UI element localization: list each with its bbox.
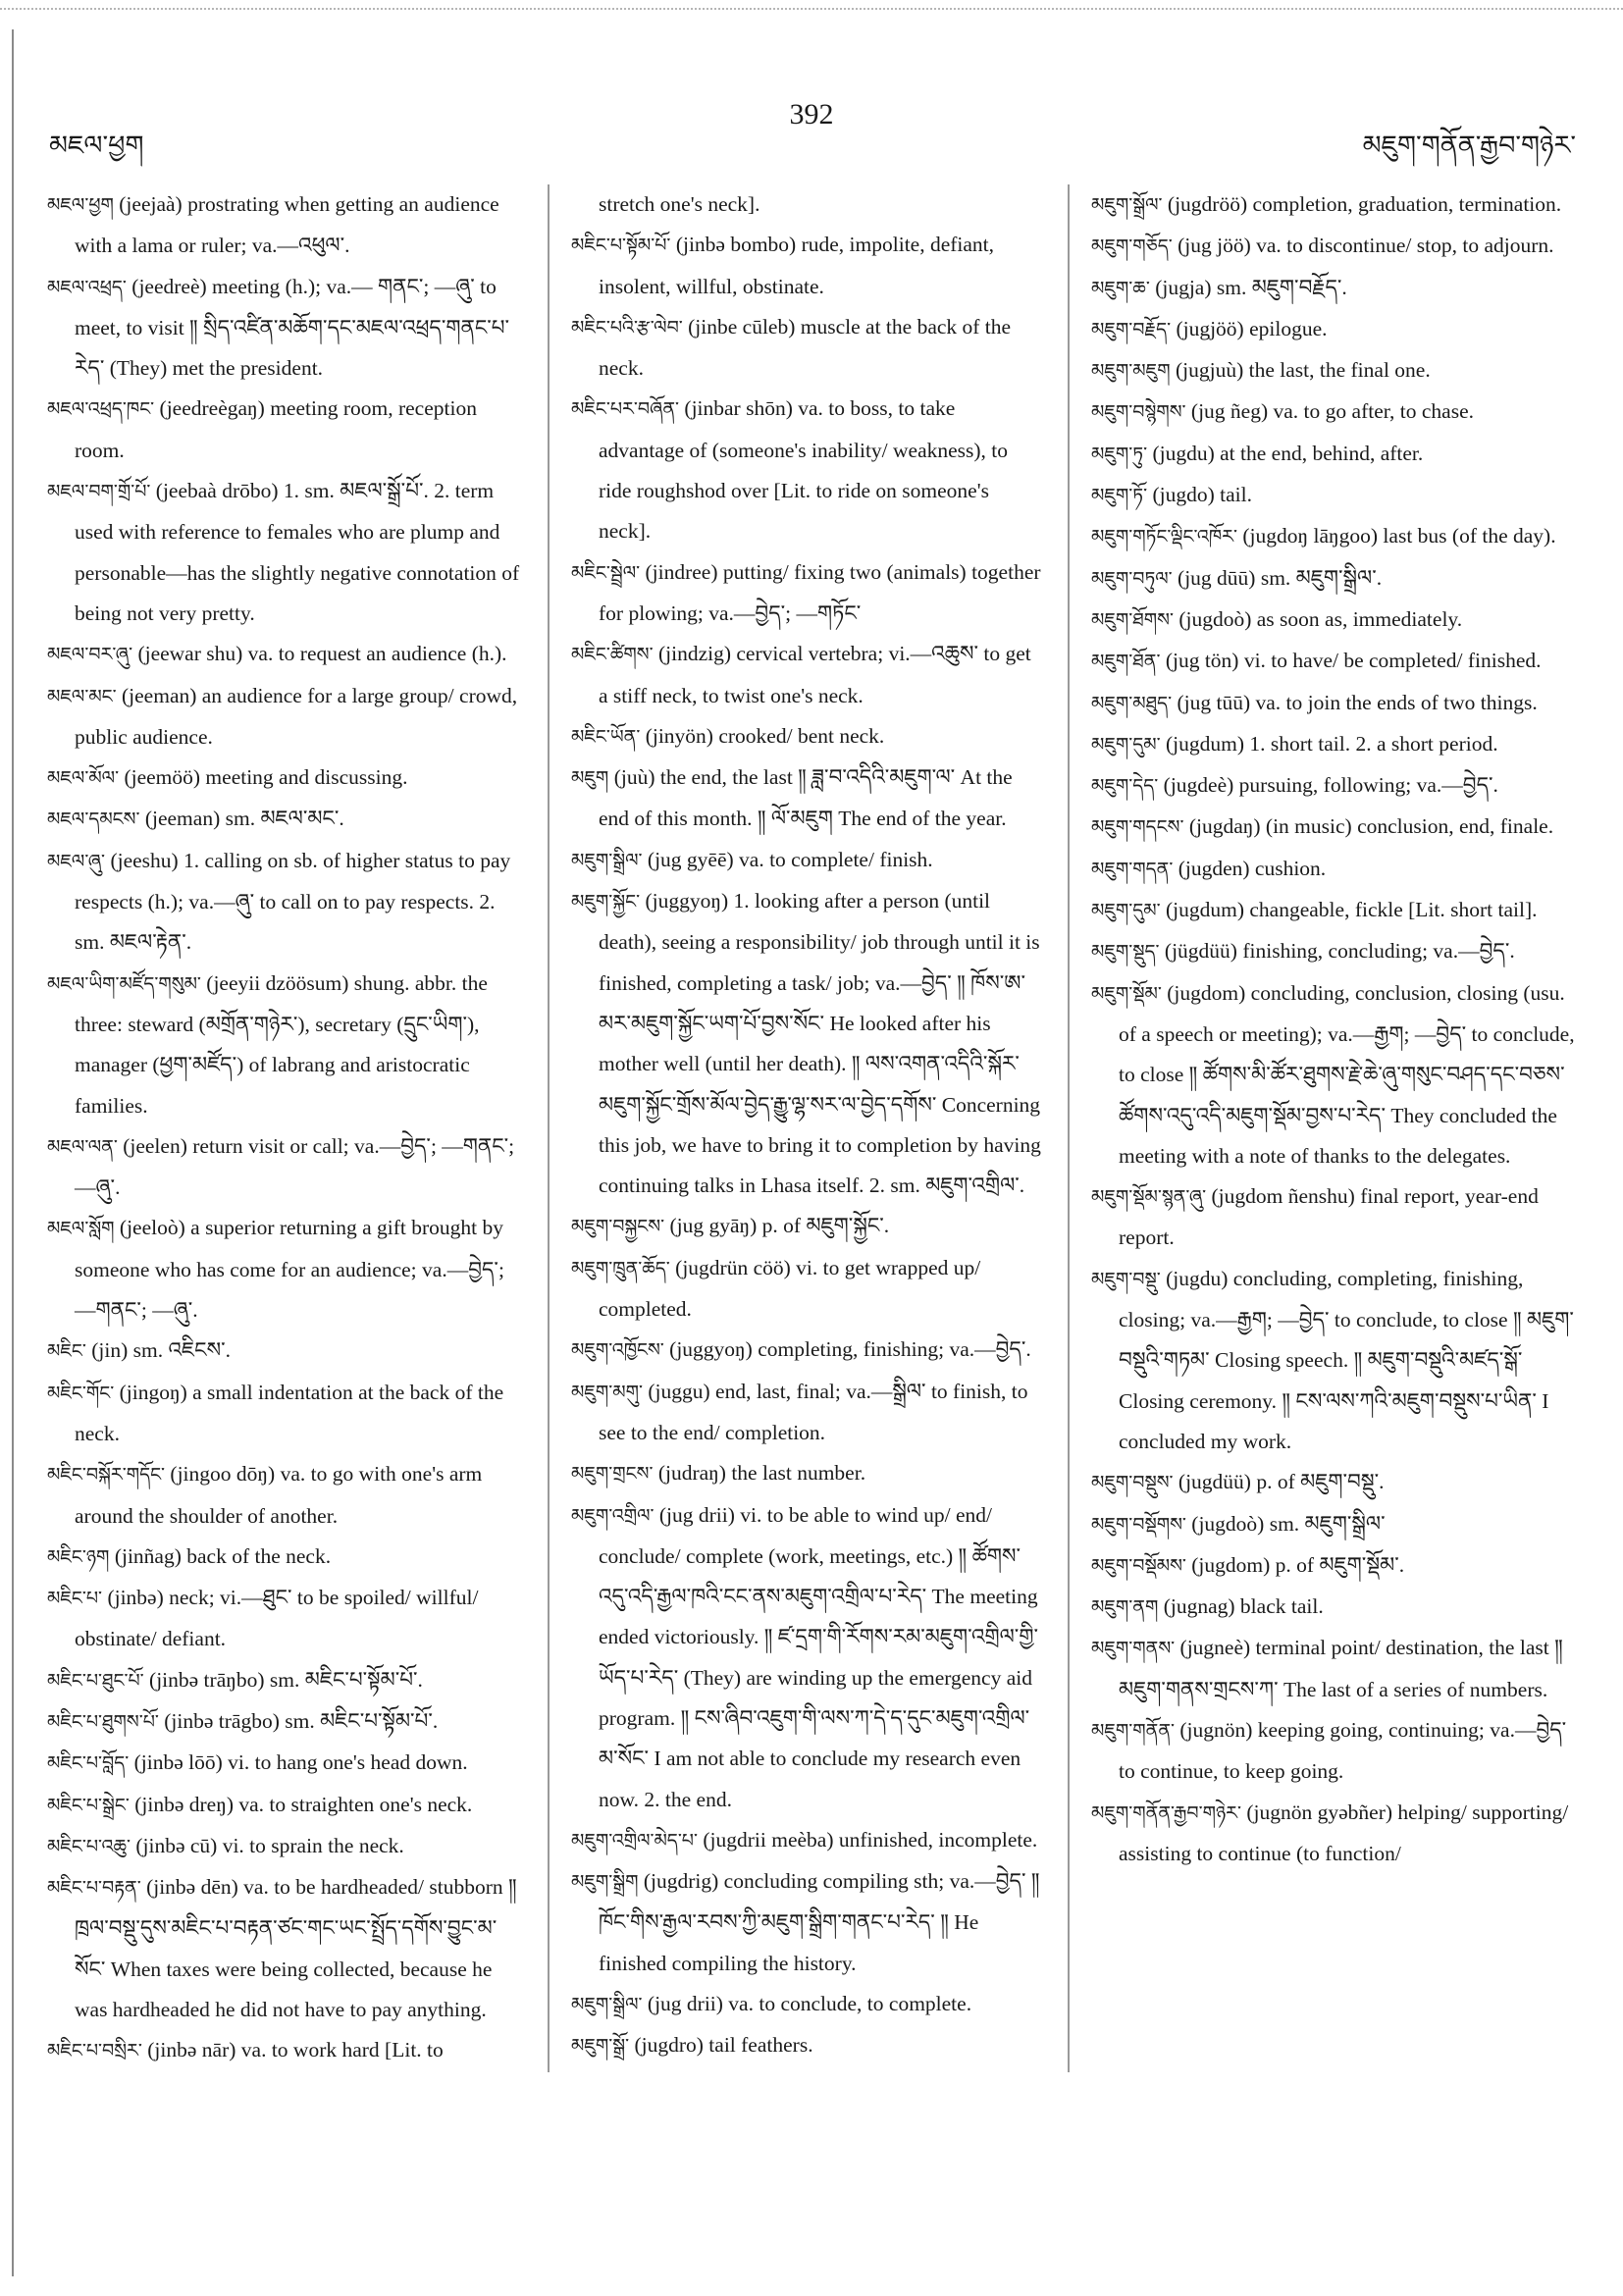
dictionary-entry [571,840,1044,881]
entry-headword: མཇིང་པ་སྒྲེང་ [47,1794,130,1816]
entry-headword: མཇིང་པ་བློད་ [47,1752,130,1775]
dictionary-entry [47,841,522,964]
entry-definition: (jeejaà) prostrating when getting an audience with a lama or ruler; va.—འཕུལ་. [75,192,499,258]
entry-definition: (jug tön) vi. to have/ be completed/ finished. [1160,649,1542,673]
dictionary-entry [1091,1259,1576,1462]
entry-headword: མཇུག་སྒྲིག [571,1871,639,1894]
entry-definition: (jug drii) va. to conclude, to complete. [642,1992,972,2016]
dictionary-entry [1091,1176,1576,1259]
entry-headword: མཇུག་བསྙེགས་ [1091,401,1186,424]
entry-definition: (jinbə dreŋ) va. to straighten one's neck. [129,1792,473,1816]
entry-headword: མཇུག་སྒྲོལ་ [1091,194,1163,216]
entry-definition: (jeedreègaŋ) meeting room, reception room. [75,396,477,462]
entry-definition: (jugdaŋ) (in music) conclusion, end, finale. [1183,814,1554,839]
dictionary-entry [47,389,522,471]
entry-headword: མཇུག་གདངས་ [1091,816,1184,839]
entry-definition: (jingoŋ) a small indentation at the back of the neck. [75,1380,504,1445]
entry-definition: (jinyön) crooked/ bent neck. [640,723,885,748]
entry-definition: (jeeman) sm. མཇལ་མང་. [139,807,344,831]
dictionary-entry [571,1820,1044,1861]
dictionary-entry [47,1331,522,1372]
entry-headword: མཇིང་པ་ [47,1588,103,1610]
entry-headword: མཇིང་ཉག [47,1545,110,1568]
entry-definition: (jugdrii meèba) unfinished, incomplete. [697,1827,1038,1852]
entry-definition: (jugdröö) completion, graduation, termination. [1162,192,1562,216]
dictionary-entry [571,307,1044,390]
entry-definition: (jinbə lōō) vi. to hang one's head down. [129,1750,468,1775]
dictionary-columns [47,184,1576,2072]
dictionary-entry [1091,1628,1576,1710]
entry-definition: (jug ñeg) va. to go after, to chase. [1185,399,1475,424]
entry-headword: མཇུག་ཐོགས་ [1091,608,1174,631]
entry-headword: མཇུག་བཏུལ་ [1091,567,1173,590]
dictionary-entry [47,1785,522,1826]
entry-headword: མཇལ་མོལ་ [47,767,120,790]
dictionary-entry [47,2030,522,2071]
dictionary-entry [1091,890,1576,931]
entry-headword: མཇུག་ཏུ་ [1091,443,1148,465]
entry-headword: མཇུག་གནོན་རྒྱབ་གཉེར་ [1091,1801,1241,1824]
entry-headword: མཇུག་སྡུད་ [1091,941,1160,964]
dictionary-entry [1091,849,1576,890]
entry-definition: (jeewar shu) va. to request an audience (h.). [132,642,507,666]
dictionary-entry [47,757,522,799]
dictionary-entry [47,1867,522,2030]
page-number: 392 [789,98,834,130]
entry-definition: (jugdo) tail. [1147,483,1252,507]
entry-headword: མཇུག་གྲངས་ [571,1463,654,1486]
entry-definition: (jugjöö) epilogue. [1171,316,1328,340]
dictionary-entry [1091,724,1576,765]
dictionary-entry [47,1826,522,1867]
entry-definition: (jeeshu) 1. calling on sb. of higher status to pay respects (h.); va.—ཞུ་ to call on to pay respects. 2. sm. མཇལ་རྟེན་. [75,848,511,955]
entry-definition: (jinbə) neck; vi.—ཐུང་ to be spoiled/ willful/ obstinate/ defiant. [75,1586,479,1651]
dictionary-entry [571,1330,1044,1371]
entry-headword: མཇུག་བསྡུ་ [1091,1268,1161,1290]
entry-headword: མཇུག་འགྲིལ་ [571,1504,654,1527]
dictionary-entry [1091,391,1576,433]
dictionary-entry [571,552,1044,635]
entry-definition: (jugnön) keeping going, continuing; va.—བྱེད་ to continue, to keep going. [1119,1717,1567,1784]
scan-top-edge [0,8,1623,10]
entry-headword: མཇལ་འཕྲད་ [47,276,127,298]
dictionary-entry [1091,807,1576,848]
entry-definition: (jügdüü) finishing, concluding; va.—བྱེད་. [1159,939,1515,964]
entry-headword: མཇུག་སྡོམ་ [1091,982,1162,1005]
entry-definition: (jugdro) tail feathers. [629,2033,813,2058]
column-2 [548,184,1068,2072]
entry-definition: (jug jöö) va. to discontinue/ stop, to adjourn. [1172,234,1554,258]
dictionary-entry [571,716,1044,757]
entry-definition: (jeeman) an audience for a large group/ crowd, public audience. [75,683,518,749]
entry-definition: (jinbə trāgbo) sm. མཇིང་པ་སྟོམ་པོ་. [158,1708,439,1733]
entry-headword: མཇལ་སློག [47,1218,115,1240]
entry-definition: (jugden) cushion. [1173,856,1327,880]
entry-headword: མཇུག་ཁྲུན་ཆོད་ [571,1257,670,1279]
dictionary-entry [571,757,1044,840]
entry-headword: མཇིང་པ་ཐུགས་པོ་ [47,1710,159,1733]
entry-headword: མཇལ་ཕྱག [47,194,114,216]
dictionary-entry [47,1208,522,1331]
entry-definition: (jugdum) 1. short tail. 2. a short period. [1160,731,1498,756]
entry-definition: (judraŋ) the last number. [653,1461,866,1486]
entry-definition: (jug tūū) va. to join the ends of two things. [1172,690,1538,714]
entry-definition: (jug gyēē) va. to complete/ finish. [642,847,933,871]
entry-headword: མཇིང་པ་སྟོམ་པོ་ [571,235,671,257]
entry-headword: མཇུག་གནོན་ [1091,1719,1176,1742]
entry-headword: མཇུག་སྒྲིལ་ [571,849,643,871]
entry-definition: (jeebaà drōbo) 1. sm. མཇལ་སྒྲོ་པོ་. 2. term used with reference to females who are plump and personable—has the slightly negative connotation of being not very pretty. [75,479,520,625]
entry-headword: མཇུག་འགྲིལ་མེད་པ་ [571,1829,698,1852]
entry-definition: stretch one's neck]. [599,192,760,216]
dictionary-entry [1091,268,1576,309]
entry-headword: མཇལ་བག་གྲོ་པོ་ [47,481,151,503]
entry-headword: མཇིང་པ་འཆུ་ [47,1835,131,1857]
entry-definition: (jugdoò) as soon as, immediately. [1173,606,1463,631]
dictionary-entry [1091,1587,1576,1628]
dictionary-entry [571,1861,1044,1984]
dictionary-entry [47,267,522,390]
dictionary-entry [1091,1504,1576,1545]
entry-headword: མཇུག་ནག [1091,1596,1159,1619]
entry-definition: (jinbə dēn) va. to be hardheaded/ stubborn ༎ ཁྲལ་བསྡུ་དུས་མཇིང་པ་བརྟན་ཙང་གང་ཡང་སྤྲོད་དགོས་བྱུང་མ་སོང་ When taxes were being collected, because he was hardheaded he did not have to pay anything. [75,1875,517,2022]
entry-definition: (jinbə bombo) rude, impolite, defiant, insolent, willful, obstinate. [599,233,995,298]
dictionary-entry [571,1372,1044,1454]
dictionary-entry [1091,1793,1576,1875]
dictionary-entry [47,634,522,675]
dictionary-entry [1091,973,1576,1176]
entry-definition: (jinbar shōn) va. to boss, to take advantage of (someone's inability/ weakness), to ride roughshod over [Lit. to ride on someone's neck]. [599,396,1009,544]
entry-headword: མཇུག་སྡོམ་སྙན་ཞུ་ [1091,1186,1207,1209]
entry-definition: (jin) sm. འཇིངས་. [85,1338,231,1363]
scan-left-edge [12,29,14,2276]
dictionary-entry [47,964,522,1126]
entry-definition: (jugnön gyəbñer) helping/ supporting/ assisting to continue (to function/ [1119,1800,1569,1865]
entry-definition: (jinbə trāŋbo) sm. མཇིང་པ་སྟོམ་པོ་. [143,1667,423,1692]
entry-definition: (jug dūū) sm. མཇུག་སྒྲིལ་. [1172,565,1383,590]
dictionary-entry [47,799,522,840]
entry-headword: མཇུག་བསྡུས་ [1091,1472,1174,1494]
entry-headword: མཇུག་ཐོན་ [1091,651,1161,673]
dictionary-entry [47,1701,522,1743]
entry-definition: (jugdum) changeable, fickle [Lit. short tail]. [1160,898,1538,922]
entry-definition: (juggu) end, last, final; va.—སྒྲིལ་ to finish, to see to the end/ completion. [599,1379,1028,1444]
entry-definition: (jugjuù) the last, the final one. [1170,358,1431,383]
entry-headword: མཇུག་བསྡོགས་ [1091,1513,1186,1536]
dictionary-entry [47,471,522,634]
dictionary-entry [47,1743,522,1784]
entry-definition: (jugja) sm. མཇུག་བརྗོད་. [1149,275,1347,299]
entry-headword: མཇུག་འཁྱོངས་ [571,1339,664,1362]
dictionary-entry [1091,226,1576,267]
dictionary-entry [47,1454,522,1537]
column-1 [47,184,548,2072]
entry-headword: མཇལ་མང་ [47,685,117,707]
entry-definition: (jindzig) cervical vertebra; vi.—འཆུས་ to get a stiff neck, to twist one's neck. [599,642,1031,707]
entry-definition: (jinbə nār) va. to work hard [Lit. to [141,2038,444,2062]
dictionary-entry [47,1537,522,1578]
entry-definition: (jeemöö) meeting and discussing. [119,765,408,790]
dictionary-entry [571,634,1044,716]
entry-definition: (jeeyii dzöösum) shung. abbr. the three: steward (མགྲོན་གཉེར་), secretary (དྲུང་ཡིག་), manager (ཕྱག་མཛོད་) of labrang and aristocratic families. [75,970,488,1118]
dictionary-entry [1091,475,1576,516]
entry-definition: (jugdom ñenshu) final report, year-end report. [1119,1184,1539,1250]
entry-headword: མཇལ་དམངས་ [47,809,140,831]
entry-headword: མཇུག་དུམ་ [1091,733,1161,756]
entry-headword: མཇུག་བརྗོད་ [1091,318,1172,340]
entry-headword: མཇིང་པའི་རྩ་ལེབ་ [571,316,683,339]
dictionary-entry [571,1206,1044,1247]
entry-headword: མཇིང་སྦྲེལ་ [571,561,641,584]
entry-headword: མཇལ་བར་ཞུ་ [47,644,133,666]
entry-headword: མཇུག་སྒྲོ་ [571,2035,630,2058]
entry-definition: (jeeloò) a superior returning a gift brought by someone who has come for an audience; va.—བྱེད་; —གནང་; —ཞུ་. [75,1216,504,1323]
entry-definition: (jugdu) at the end, behind, after. [1147,441,1424,465]
entry-headword: མཇིང་ཡོན་ [571,725,641,748]
dictionary-entry [571,1248,1044,1331]
entry-definition: (jugdoŋ lāŋgoo) last bus (of the day). [1236,524,1556,548]
entry-headword: མཇིང་བསྐོར་གདོང་ [47,1464,166,1487]
entry-headword: མཇུག་བསྡོམས་ [1091,1554,1186,1577]
entry-headword: མཇིང་པར་བཞོན་ [571,398,680,421]
entry-headword: མཇལ་ཡིག་མཛོད་གསུམ་ [47,972,201,995]
entry-headword: མཇུག་གཏོང་ལྡིང་འཁོར་ [1091,526,1237,548]
entry-definition: (jugdoò) sm. མཇུག་སྒྲིལ་ [1185,1511,1386,1536]
entry-headword: མཇུག་བསྐྱངས་ [571,1216,665,1238]
dictionary-entry [1091,1710,1576,1793]
entry-definition: (jugdrig) concluding compiling sth; va.—བྱེད་ ༎ ཁོང་གིས་རྒྱལ་རབས་ཀྱི་མཇུག་སྒྲིག་གནང་པ་རེད་ ༎ He finished compiling the history. [599,1869,1040,1975]
dictionary-entry [1091,434,1576,475]
entry-headword: མཇུག་དུམ་ [1091,900,1161,922]
entry-headword: མཇུག་ཏོ་ [1091,485,1148,507]
dictionary-entry [571,881,1044,1206]
entry-headword: མཇུག་སྐྱོང་ [571,891,641,913]
entry-headword: མཇུག་ཆ་ [1091,277,1150,299]
dictionary-entry [47,184,522,267]
entry-definition: (jugdeè) pursuing, following; va.—བྱེད་. [1158,773,1498,798]
entry-definition: (jeedreè) meeting (h.); va.— གནང་; —ཞུ་ to meet, to visit ༎ སྲིད་འཛིན་མཆོག་དང་མཇལ་འཕྲད་གནང་པ་རེད་ (They) met the president. [75,274,510,381]
entry-definition: (jugdom) concluding, conclusion, closing (usu. of a speech or meeting); va.—རྒྱག; —བྱེད་ to conclude, to close ༎ ཚོགས་མི་ཚོར་ཐུགས་རྗེ་ཆེ་ཞུ་གསུང་བཤད་དང་བཅས་ཚོགས་འདུ་འདི་མཇུག་སྡོམ་བྱས་པ་རེད་ They concluded the meeting with a note of thanks to the delegates. [1119,980,1575,1168]
entry-headword: མཇུག་དེད་ [1091,775,1159,798]
dictionary-entry [1091,516,1576,557]
dictionary-entry [1091,1545,1576,1587]
dictionary-entry [47,1126,522,1209]
entry-headword: མཇིང་པ་བསྲིར་ [47,2040,142,2062]
dictionary-entry [1091,558,1576,600]
entry-headword: མཇུག་གཅོད་ [1091,235,1173,258]
dictionary-entry [1091,350,1576,391]
dictionary-entry [47,1373,522,1455]
entry-definition: (jugdu) concluding, completing, finishing, closing; va.—རྒྱག; —བྱེད་ to conclude, to close ༎ མཇུག་བསྡུའི་གཏམ་ Closing speech. ༎ མཇུག་བསྡུའི་མཛད་སྒོ་ Closing ceremony. ༎ ངས་ལས་ཀའི་མཇུག་བསྡུས་པ་ཡིན་ I concluded my work. [1119,1266,1574,1453]
entry-headword: མཇུག་གདན་ [1091,858,1174,880]
dictionary-entry [1091,683,1576,724]
dictionary-entry [571,1453,1044,1494]
entry-headword: མཇིང་ཚིགས་ [571,644,654,666]
entry-headword: མཇུག [571,767,609,790]
entry-definition: (jindree) putting/ fixing two (animals) together for plowing; va.—བྱེད་; —གཏོང་ [599,559,1041,625]
dictionary-entry [571,184,1044,225]
dictionary-entry [1091,641,1576,682]
entry-definition: (jugdom) p. of མཇུག་སྡོམ་. [1185,1552,1405,1577]
entry-definition: (jug gyāŋ) p. of མཇུག་སྐྱོང་. [664,1214,890,1238]
dictionary-entry [571,389,1044,551]
entry-definition: (jugneè) terminal point/ destination, the last ༎ མཇུག་གནས་གྲངས་ཀ་ The last of a series of numbers. [1119,1636,1563,1701]
dictionary-entry [1091,1462,1576,1503]
entry-headword: མཇིང་པ་ཐུང་པོ་ [47,1669,144,1692]
entry-definition: (juggyoŋ) completing, finishing; va.—བྱེད་. [663,1337,1031,1362]
entry-headword: མཇིང་གོང་ [47,1382,115,1404]
entry-headword: མཇུག་མཐུད་ [1091,692,1173,714]
entry-headword: མཇུག་གནས་ [1091,1638,1176,1660]
entry-headword: མཇིང་པ་བརྟན་ [47,1877,141,1900]
entry-headword: མཇུག་མགུ་ [571,1381,643,1403]
entry-definition: (jinbe cūleb) muscle at the back of the neck. [599,314,1012,381]
guide-word-left: མཇལ་ཕྱག [49,130,144,161]
entry-definition: (juggyoŋ) 1. looking after a person (until death), seeing a responsibility/ job through until it is finished, completing a task/ job; va.—བྱེད་ ༎ ཁོས་ཨ་མར་མཇུག་སྐྱོང་ཡག་པོ་བྱས་སོང་ He looked after his mother well (until her death). ༎ ལས་འགན་འདིའི་སྐོར་མཇུག་སྐྱོང་གྲོས་མོལ་བྱེད་རྒྱུ་ལྷ་སར་ལ་བྱེད་དགོས་ Concerning this job, we have to bring it to completion by having continuing talks in Lhasa itself. 2. sm. མཇུག་འགྲིལ་. [599,889,1041,1198]
dictionary-entry [1091,309,1576,350]
dictionary-entry [47,1660,522,1701]
entry-headword: མཇལ་འཕྲད་ཁང་ [47,398,155,421]
dictionary-entry [571,1984,1044,2025]
entry-headword: མཇུག་སྒྲིལ་ [571,1994,643,2016]
dictionary-entry [1091,184,1576,226]
entry-definition: (jugdrün cöö) vi. to get wrapped up/ completed. [599,1255,981,1322]
entry-headword: མཇལ་ཞུ་ [47,850,106,872]
guide-word-right: མཇུག་གནོན་རྒྱབ་གཉེར་ [1362,130,1576,161]
dictionary-entry [571,1495,1044,1820]
dictionary-entry [1091,600,1576,641]
entry-definition: (juù) the end, the last ༎ ཟླ་བ་འདིའི་མཇུག་ལ་ At the end of this month. ༎ ལོ་མཇུག The end of the year. [599,765,1013,831]
entry-definition: (jeelen) return visit or call; va.—བྱེད་; —གནང་; —ཞུ་. [75,1133,515,1200]
entry-definition: (jug drii) vi. to be able to wind up/ end/ conclude/ complete (work, meetings, etc.) ༎ ཚོགས་འདུ་འདི་རྒྱལ་ཁའི་ངང་ནས་མཇུག་འགྲིལ་པ་རེད་ The meeting ended victoriously. ༎ ཛ་དྲག་གི་རོགས་རམ་མཇུག་འགྲིལ་གྱི་ཡོད་པ་རེད་ (They) are winding up the emergency aid program. ༎ ངས་ཞིབ་འཇུག་གི་ལས་ཀ་དེ་ད་དུང་མཇུག་འགྲིལ་མ་སོང་ I am not able to conclude my research even now. 2. the end. [599,1502,1038,1811]
dictionary-entry [1091,765,1576,807]
entry-definition: (jinñag) back of the neck. [109,1543,332,1568]
entry-headword: མཇིང་ [47,1340,86,1363]
entry-headword: མཇུག་མཇུག [1091,360,1171,383]
dictionary-entry [47,676,522,758]
entry-headword: མཇལ་ལན་ [47,1135,118,1158]
column-3 [1068,184,1576,2072]
entry-definition: (jugnag) black tail. [1158,1594,1324,1619]
entry-definition: (jinbə cū) vi. to sprain the neck. [130,1833,404,1857]
dictionary-entry [1091,931,1576,972]
entry-definition: (jugdüü) p. of མཇུག་བསྡུ་. [1173,1470,1385,1494]
dictionary-entry [571,225,1044,307]
dictionary-entry [571,2025,1044,2066]
dictionary-entry [47,1578,522,1660]
entry-definition: (jingoo dōŋ) va. to go with one's arm around the shoulder of another. [75,1462,483,1528]
